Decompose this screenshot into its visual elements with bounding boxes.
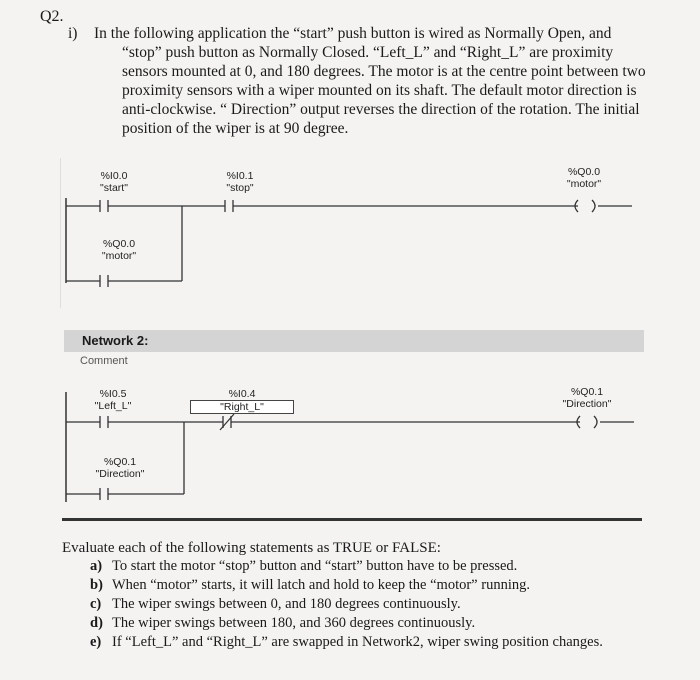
- motor-coil-label: %Q0.0 "motor": [566, 166, 602, 190]
- intro-line: In the following application the “start” push button is wired as Normally Open, and: [94, 25, 612, 42]
- right-l-label: %I0.4 "Right_L": [190, 388, 294, 414]
- intro-line: proximity sensors with a wiper mounted on its shaft. The default motor direction is: [122, 82, 637, 99]
- statement-a: a) To start the motor “stop” button and “start” button have to be pressed.: [90, 558, 518, 574]
- stop-label: %I0.1 "stop": [226, 170, 254, 194]
- network2-title: Network 2:: [82, 333, 149, 348]
- intro-line: position of the wiper is at 90 degree.: [122, 120, 349, 137]
- start-label: %I0.0 "start": [100, 170, 128, 194]
- direction-coil-label: %Q0.1 "Direction": [562, 386, 612, 410]
- question-intro: [68, 24, 686, 138]
- part-number: i): [68, 25, 78, 42]
- statement-e: e) If “Left_L” and “Right_L” are swapped in Network2, wiper swing position changes.: [90, 634, 603, 650]
- statement-c: c) The wiper swings between 0, and 180 degrees continuously.: [90, 596, 461, 612]
- motor-contact-label: %Q0.0 "motor": [101, 238, 137, 262]
- intro-line: sensors mounted at 0, and 180 degrees. The motor is at the centre point between two: [122, 63, 646, 80]
- network2-comment: Comment: [80, 355, 128, 367]
- divider: [62, 518, 642, 521]
- evaluate-heading: Evaluate each of the following statements as TRUE or FALSE:: [62, 540, 441, 556]
- network2-diagram: [60, 372, 650, 522]
- intro-line: “stop” push button as Normally Closed. “Left_L” and “Right_L” are proximity: [122, 44, 614, 61]
- statement-b: b) When “motor” starts, it will latch and hold to keep the “motor” running.: [90, 577, 530, 593]
- network1-diagram: [60, 158, 650, 318]
- statement-d: d) The wiper swings between 180, and 360 degrees continuously.: [90, 615, 476, 631]
- direction-contact-label: %Q0.1 "Direction": [95, 456, 145, 480]
- intro-line: anti-clockwise. “ Direction” output reverses the direction of the rotation. The initial: [122, 101, 640, 118]
- network2-header: [64, 330, 644, 352]
- question-label: Q2.: [40, 8, 64, 25]
- left-l-label: %I0.5 "Left_L": [94, 388, 132, 412]
